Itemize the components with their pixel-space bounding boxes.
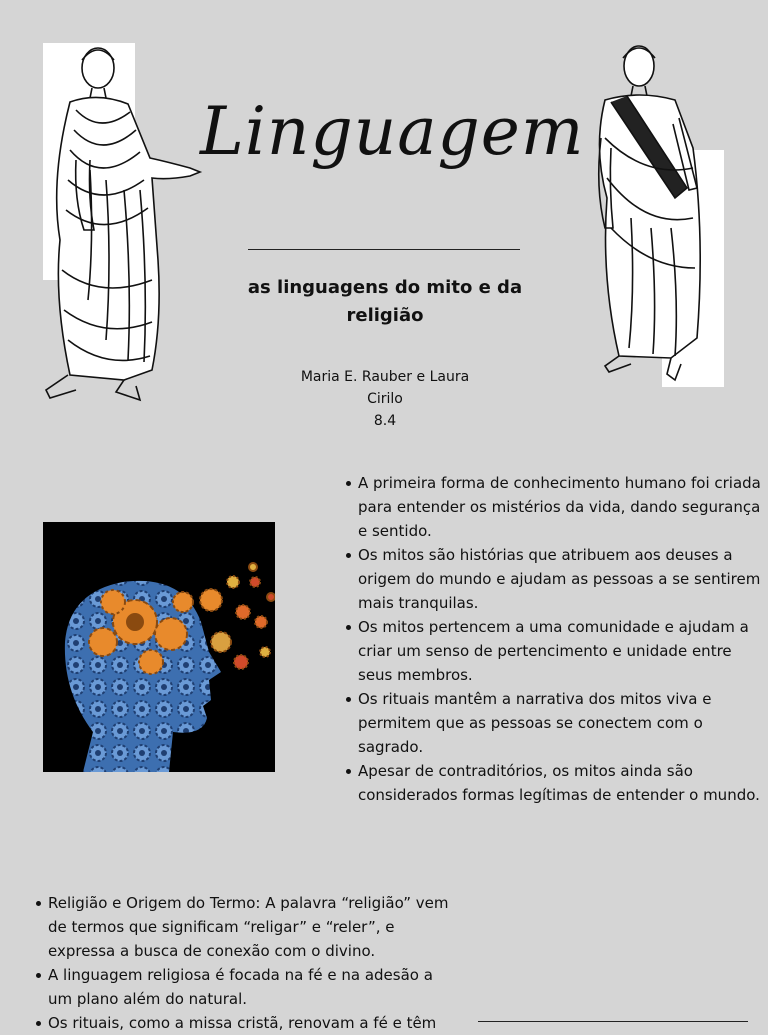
list-item: Os mitos são histórias que atribuem aos deuses a origem do mundo e ajudam as pessoas a se sentirem mais tranquilas. (344, 543, 764, 615)
list-item: Os rituais mantêm a narrativa dos mitos viva e permitem que as pessoas se conectem com o sagrado. (344, 687, 764, 759)
roman-figure-right (575, 38, 727, 390)
myth-list (344, 471, 764, 807)
title-divider (248, 249, 520, 250)
class-label: 8.4 (373, 413, 397, 429)
list-item: Os mitos pertencem a uma comunidade e ajudam a criar um senso de pertencimento e unidade entre seus membros. (344, 615, 764, 687)
list-item: Os rituais, como a missa cristã, renovam a fé e têm (34, 1011, 454, 1035)
authors-names: Maria E. Rauber e Laura Cirilo (300, 369, 470, 407)
list-item: A linguagem religiosa é focada na fé e na adesão a um plano além do natural. (34, 963, 454, 1011)
roman-figure-left (40, 40, 205, 405)
list-item: A primeira forma de conhecimento humano foi criada para entender os mistérios da vida, dando segurança e sentido. (344, 471, 764, 543)
religion-list (34, 891, 454, 1035)
gear-head-image (43, 522, 275, 772)
page-subtitle: as linguagens do mito e da religião (247, 277, 523, 326)
list-item: Religião e Origem do Termo: A palavra “religião” vem de termos que significam “religar” e “reler”, e expressa a busca de conexão com o divino. (34, 891, 454, 963)
authors-block (270, 366, 500, 432)
bottom-divider (478, 1021, 748, 1022)
page-title: Linguagem (200, 93, 585, 170)
list-item: Apesar de contraditórios, os mitos ainda são considerados formas legítimas de entender o mundo. (344, 759, 764, 807)
